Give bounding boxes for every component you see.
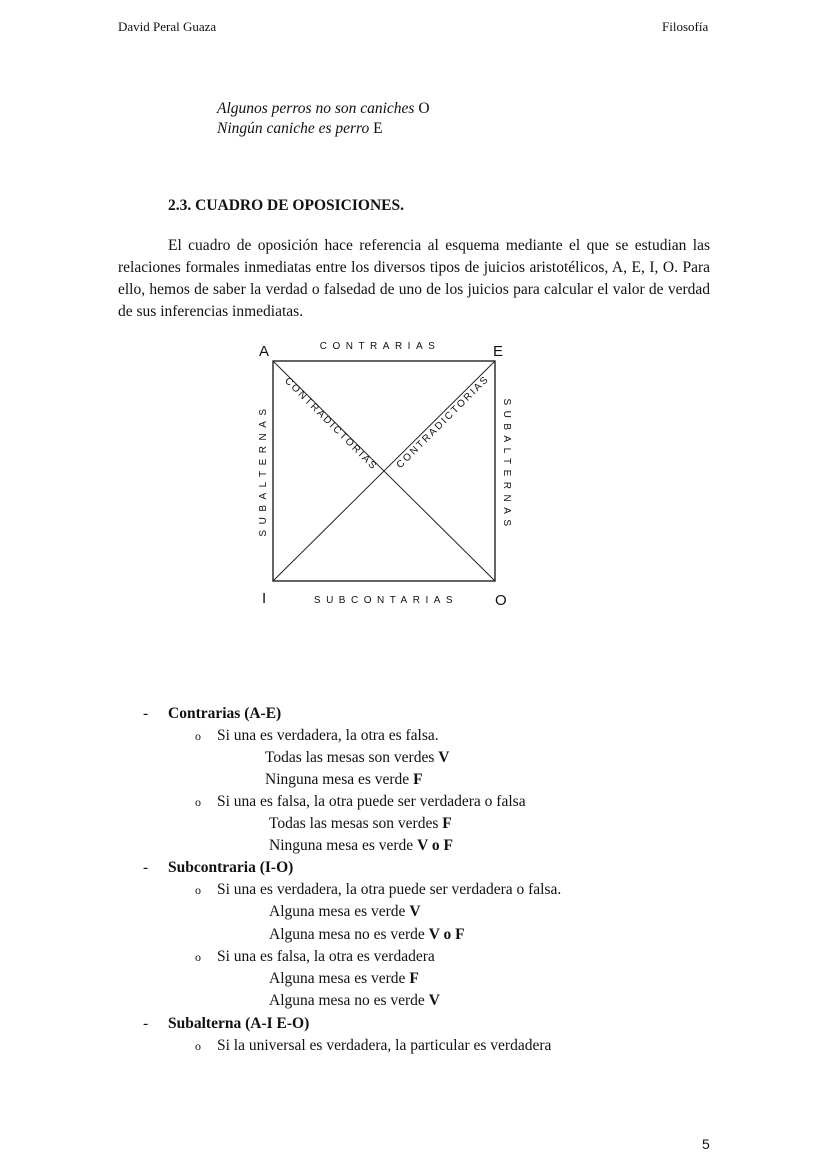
example-line — [265, 771, 423, 789]
truth-value: V o F — [417, 837, 453, 854]
label-contrarias: CONTRARIAS — [319, 341, 441, 352]
header-subject: Filosofía — [662, 19, 709, 34]
label-subalternas-right: SUBALTERNAS — [501, 398, 512, 532]
example-text: Alguna mesa no es verde — [269, 926, 425, 943]
section-title: 2.3. CUADRO DE OPOSICIONES. — [168, 197, 404, 214]
list-title: Subalterna (A-I E-O) — [168, 1015, 310, 1032]
example-text: Algunos perros no son caniches — [217, 100, 415, 117]
example-text: Ningún caniche es perro — [217, 120, 370, 137]
rule-text: Si una es falsa, la otra puede ser verdadera o falsa — [217, 793, 526, 810]
example-type: E — [373, 120, 383, 137]
bullet-icon: o — [195, 1039, 201, 1053]
bullet-icon: o — [195, 950, 201, 964]
truth-value: F — [442, 815, 452, 832]
example-text: Ninguna mesa es verde — [265, 771, 410, 788]
list-dash: - — [143, 705, 149, 722]
example-text: Alguna mesa es verde — [269, 970, 406, 987]
paragraph-text: El cuadro de oposición hace referencia al esquema mediante el que se estudian las relaciones formales inmediatas entre los diversos tipos de juicios aristotélicos, A, E, I, O. Para ello, hemos de saber la verdad o falsedad de uno de los juicios para calcular el valor de verdad de sus inferencias inmediatas. — [118, 237, 710, 320]
square-of-opposition-diagram — [240, 330, 530, 615]
example-line — [265, 749, 449, 767]
truth-value: V o F — [428, 926, 465, 943]
label-subcontrarias: SUBCONTARIAS — [313, 595, 459, 606]
example-type: O — [418, 100, 430, 117]
example-line — [269, 992, 440, 1010]
bullet-icon: o — [195, 883, 201, 897]
truth-value: F — [409, 970, 419, 987]
label-subalternas-left: SUBALTERNAS — [258, 403, 269, 537]
page-number: 5 — [702, 1136, 710, 1152]
example-line — [269, 837, 453, 855]
list-dash: - — [143, 1015, 149, 1032]
example-line — [269, 815, 452, 833]
truth-value: V — [438, 749, 450, 766]
header-author: David Peral Guaza — [118, 19, 217, 34]
corner-i: I — [262, 590, 267, 607]
example-text: Alguna mesa es verde — [269, 903, 406, 920]
label-contradictorias-a-o: CONTRADICTORIAS — [282, 375, 380, 473]
example-line — [269, 903, 421, 921]
example-line — [269, 926, 465, 944]
example-text: Todas las mesas son verdes — [265, 749, 435, 766]
list-dash: - — [143, 859, 149, 876]
truth-value: V — [409, 903, 421, 920]
corner-e: E — [493, 343, 504, 360]
rule-text: Si una es verdadera, la otra puede ser verdadera o falsa. — [217, 881, 562, 898]
example-line — [269, 970, 419, 988]
list-title: Subcontraria (I-O) — [168, 859, 294, 876]
truth-value: V — [428, 992, 440, 1009]
paragraph — [118, 235, 710, 323]
rule-text: Si la universal es verdadera, la particular es verdadera — [217, 1037, 552, 1054]
example-line — [217, 100, 430, 118]
rule-text: Si una es falsa, la otra es verdadera — [217, 948, 435, 965]
rule-text: Si una es verdadera, la otra es falsa. — [217, 727, 439, 744]
example-line — [217, 120, 383, 138]
example-text: Todas las mesas son verdes — [269, 815, 439, 832]
truth-value: F — [413, 771, 423, 788]
example-text: Ninguna mesa es verde — [269, 837, 414, 854]
corner-o: O — [495, 592, 507, 609]
corner-a: A — [259, 343, 270, 360]
bullet-icon: o — [195, 729, 201, 743]
bullet-icon: o — [195, 795, 201, 809]
list-title: Contrarias (A-E) — [168, 705, 282, 722]
label-contradictorias-i-e: CONTRADICTORIAS — [394, 373, 492, 471]
example-text: Alguna mesa no es verde — [269, 992, 425, 1009]
